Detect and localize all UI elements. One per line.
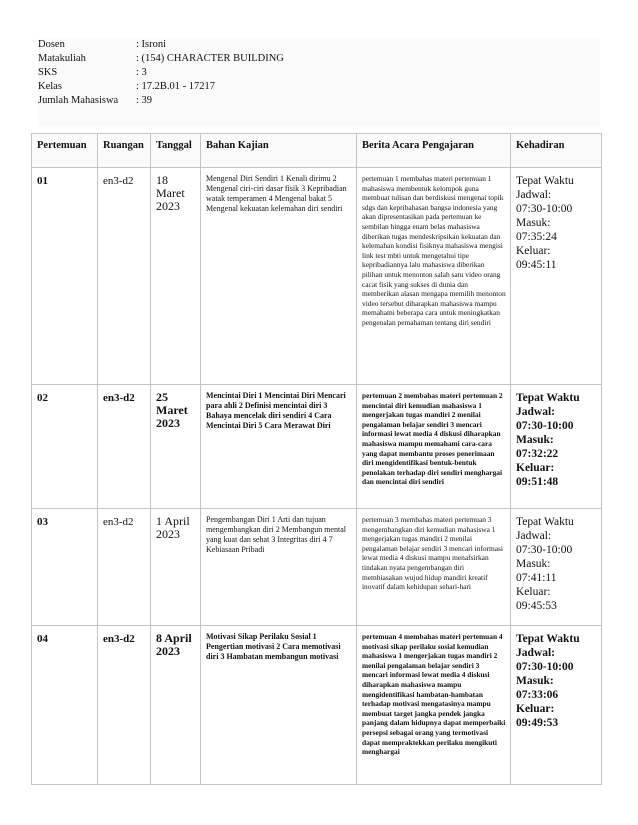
cell-ruangan: en3-d2 — [98, 509, 151, 626]
cell-ruangan: en3-d2 — [98, 385, 151, 509]
kehadiran-jadwal-label: Jadwal: — [516, 530, 552, 542]
course-info — [38, 38, 600, 126]
cell-kehadiran — [511, 385, 602, 509]
kehadiran-keluar-label: Keluar: — [516, 245, 551, 257]
info-value: : 17.2B.01 - 17217 — [136, 81, 216, 92]
kehadiran-keluar-value: 09:45:53 — [516, 600, 557, 612]
cell-kehadiran — [511, 509, 602, 626]
cell-berita-acara: pertemuan 1 membahas materi pertemuan 1 mahasiswa membentuk kelompok guna membuat tulisan dan berdiskusi mengenai topik sdgs dan kepribahasan bangsa indonesia yang akan dipresentasikan pada pertemuan ke sembilan hingga enam belas mahasiswa diberikan tugas mendeskripsikan kekuatan dan kelemahan kondisi fisiknya mahasiswa mengisi link test mbti untuk mengetahui tipe kepribadiannya lalu mahasiswa diberikan pilihan untuk menonton salah satu video orang cacat fisik yang sukses di dunia dan memberikan alasan mengapa memilih menonton video tersebut diharapkan mahasiswa mampu memahami beberapa cara untuk meningkatkan pengenalan pemahaman tentang diri sendiri — [357, 168, 511, 385]
cell-ruangan: en3-d2 — [98, 626, 151, 785]
kehadiran-keluar-value: 09:45:11 — [516, 259, 557, 271]
cell-pertemuan: 04 — [32, 626, 98, 785]
kehadiran-jadwal-label: Jadwal: — [516, 647, 555, 659]
cell-tanggal: 18 Maret 2023 — [151, 168, 201, 385]
kehadiran-jadwal-value: 07:30-10:00 — [516, 203, 573, 215]
cell-tanggal: 1 April 2023 — [151, 509, 201, 626]
table-row — [32, 168, 602, 385]
cell-kehadiran — [511, 626, 602, 785]
kehadiran-masuk-value: 07:35:24 — [516, 231, 557, 243]
kehadiran-status: Tepat Waktu — [516, 516, 574, 528]
kehadiran-jadwal-value: 07:30-10:00 — [516, 661, 574, 673]
attendance-table — [31, 133, 602, 785]
cell-bahan-kajian: Motivasi Sikap Perilaku Sosial 1 Pengertian motivasi 2 Cara memotivasi diri 3 Hambatan membangun motivasi — [201, 626, 357, 785]
kehadiran-keluar-label: Keluar: — [516, 703, 555, 715]
cell-bahan-kajian: Mencintai Diri 1 Mencintai Diri Mencari para ahli 2 Definisi mencintai diri 3 Bahaya mencelak diri sendiri 4 Cara Mencintai Diri 5 Cara Merawat Diri — [201, 385, 357, 509]
kehadiran-status: Tepat Waktu — [516, 175, 574, 187]
kehadiran-jadwal-value: 07:30-10:00 — [516, 544, 573, 556]
cell-ruangan: en3-d2 — [98, 168, 151, 385]
info-label: Matakuliah — [38, 53, 86, 64]
info-label: Kelas — [38, 81, 62, 92]
kehadiran-keluar-value: 09:49:53 — [516, 717, 559, 729]
info-label: Dosen — [38, 39, 65, 50]
column-header-pertemuan: Pertemuan — [32, 134, 98, 168]
kehadiran-jadwal-label: Jadwal: — [516, 189, 552, 201]
table-row — [32, 626, 602, 785]
cell-pertemuan: 03 — [32, 509, 98, 626]
column-header-tanggal: Tanggal — [151, 134, 201, 168]
info-label: SKS — [38, 67, 58, 78]
cell-tanggal: 8 April 2023 — [151, 626, 201, 785]
kehadiran-keluar-label: Keluar: — [516, 586, 551, 598]
cell-berita-acara: pertemuan 4 membahas materi pertemuan 4 motivasi sikap perilaku sosial kemudian mahasiswa 1 mengerjakan tugas mandiri 2 menilai pengalaman belajar sendiri 3 mencari informasi lewat media 4 diskusi diharapkan mahasiswa mampu mengidentifikasi hambatan-hambatan terhadap motivasi mengatasinya mampu membuat target jangka pendek jangka panjang dalam hidupnya dapat memperbaiki persepsi sebagai orang yang termotivasi dapat mempraktekkan perilaku mengikuti menghargai — [357, 626, 511, 785]
kehadiran-jadwal-label: Jadwal: — [516, 406, 555, 418]
cell-tanggal: 25 Maret 2023 — [151, 385, 201, 509]
info-value: : Isroni — [136, 39, 167, 50]
kehadiran-keluar-value: 09:51:48 — [516, 476, 559, 488]
kehadiran-masuk-label: Masuk: — [516, 434, 554, 446]
cell-berita-acara: pertemuan 2 membahas materi pertemuan 2 mencintai diri kemudian mahasiswa 1 mengerjakan tugas mandiri 2 menilai pengalaman belajar sendiri 3 mencari informasi lewat media 4 diskusi diharapkan mahasiswa mampu memahami cara-cara yang dapat membantu proses penerimaan diri mengidentifikasi bentuk-bentuk penolakan terhadap diri sendiri menghargai dan mencintai diri sendiri — [357, 385, 511, 509]
info-label: Jumlah Mahasiswa — [38, 95, 119, 106]
column-header-kehadiran: Kehadiran — [511, 134, 602, 168]
kehadiran-masuk-value: 07:32:22 — [516, 448, 559, 460]
cell-pertemuan: 02 — [32, 385, 98, 509]
kehadiran-masuk-value: 07:41:11 — [516, 572, 557, 584]
kehadiran-masuk-label: Masuk: — [516, 217, 551, 229]
table-row — [32, 509, 602, 626]
kehadiran-jadwal-value: 07:30-10:00 — [516, 420, 574, 432]
kehadiran-masuk-label: Masuk: — [516, 558, 551, 570]
table-header-row — [32, 134, 602, 168]
column-header-ruangan: Ruangan — [98, 134, 151, 168]
info-value: : 3 — [136, 67, 147, 78]
column-header-bahan-kajian: Bahan Kajian — [201, 134, 357, 168]
column-header-berita-acara: Berita Acara Pengajaran — [357, 134, 511, 168]
cell-bahan-kajian: Mengenal Diri Sendiri 1 Kenali dirimu 2 Mengenal ciri-ciri dasar fisik 3 Kepribadian watak temperamen 4 Mengenal bakat 5 Mengenal kekuatan kelemahan diri sendiri — [201, 168, 357, 385]
cell-pertemuan: 01 — [32, 168, 98, 385]
kehadiran-masuk-value: 07:33:06 — [516, 689, 559, 701]
cell-bahan-kajian: Pengembangan Diri 1 Arti dan tujuan mengembangkan diri 2 Membangun mental yang kuat dan sehat 3 Integritas diri 4 7 Kebiasaan Pribadi — [201, 509, 357, 626]
kehadiran-status: Tepat Waktu — [516, 633, 580, 645]
kehadiran-keluar-label: Keluar: — [516, 462, 555, 474]
kehadiran-masuk-label: Masuk: — [516, 675, 554, 687]
kehadiran-status: Tepat Waktu — [516, 392, 580, 404]
table-row — [32, 385, 602, 509]
cell-berita-acara: pertemuan 3 membahas materi pertemuan 3 mengembangkan diri kemudian mahasiswa 1 mengerjakan tugas mandiri 2 menilai pengalaman belajar sendiri 3 mencari informasi lewat media 4 diskusi mampu menafsirkan tindakan nyata pengembangan diri membiasakan wujud hidup mandiri kreatif inovatif dalam kehidupan sehari-hari — [357, 509, 511, 626]
info-value: : 39 — [136, 95, 153, 106]
cell-kehadiran — [511, 168, 602, 385]
info-value: : (154) CHARACTER BUILDING — [136, 53, 284, 64]
